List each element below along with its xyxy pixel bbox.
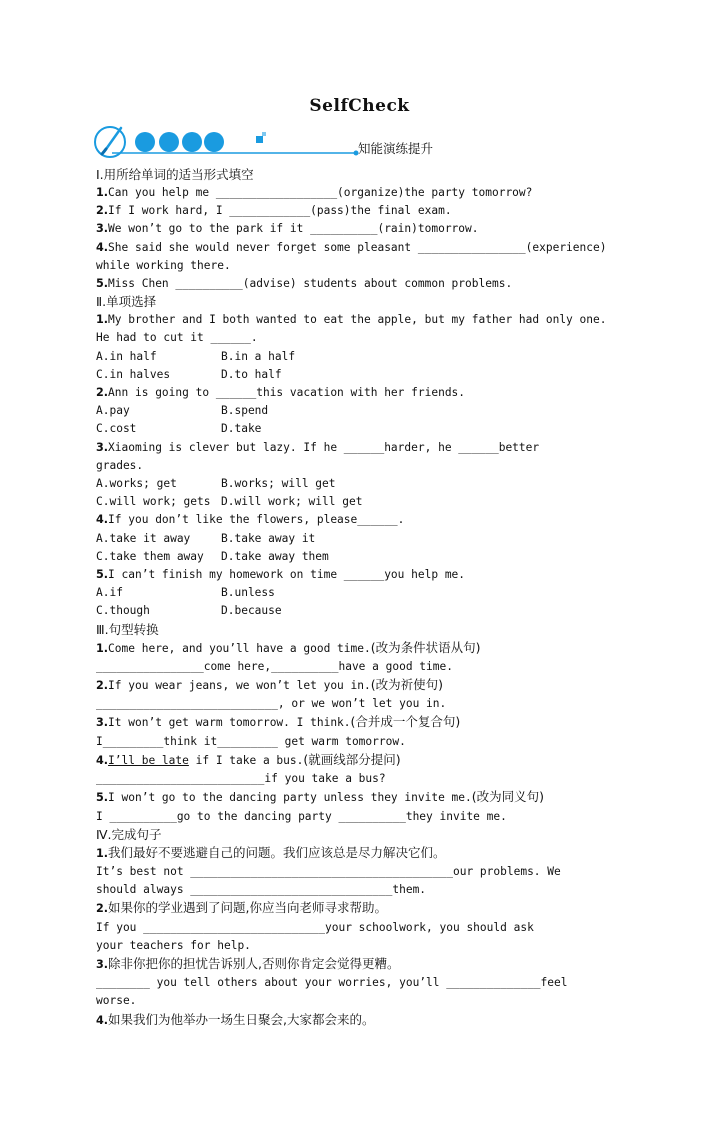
question-3-5: 5.I won’t go to the dancing party unless they invite me.(改为同义句): [96, 789, 545, 805]
answer-line-3-2: ___________________________, or we won’t let you in.: [96, 697, 447, 711]
question-3-1: 1.Come here, and you’ll have a good time.(改为条件状语从句): [96, 639, 481, 655]
answer-line-3-5: I __________go to the dancing party __________they invite me.: [96, 809, 507, 823]
answer-line-4-2b: your teachers for help.: [96, 938, 251, 952]
question-2-1-cont: He had to cut it ______.: [96, 331, 258, 345]
brush-banner-icon: [94, 122, 364, 162]
question-4-1: 1.我们最好不要逃避自己的问题。我们应该总是尽力解决它们。: [96, 844, 446, 860]
options-2-5-cd: C.though D.because: [96, 604, 282, 618]
worksheet-page: [96, 96, 631, 1030]
question-3-2: 2.If you wear jeans, we won’t let you in.(改为祈使句): [96, 677, 443, 693]
worksheet-content: [96, 166, 631, 1030]
question-3-3: 3.It won’t get warm tomorrow. I think.(合并成一个复合句): [96, 714, 461, 730]
options-2-5-ab: A.if B.unless: [96, 586, 275, 600]
options-2-3-ab: A.works; get B.works; will get: [96, 477, 336, 491]
section-heading-2: Ⅱ.单项选择: [96, 294, 157, 310]
section-heading-3: Ⅲ.句型转换: [96, 621, 159, 637]
answer-line-4-3a: ________ you tell others about your worries, you’ll ______________feel: [96, 976, 568, 990]
underlined-phrase: I’ll be late: [108, 753, 189, 767]
options-2-1-cd: C.in halves D.to half: [96, 367, 282, 381]
options-2-4-ab: A.take it away B.take away it: [96, 531, 316, 545]
answer-line-4-1b: should always ______________________________them.: [96, 883, 427, 897]
question-1-3: 3.We won’t go to the park if it __________(rain)tomorrow.: [96, 222, 479, 236]
question-1-4-cont: while working there.: [96, 258, 231, 272]
question-2-2: 2.Ann is going to ______this vacation with her friends.: [96, 386, 466, 400]
question-1-1: 1.Can you help me __________________(organize)the party tomorrow?: [96, 186, 533, 199]
page-title: SelfCheck: [309, 96, 410, 116]
question-4-2: 2.如果你的学业遇到了问题,你应当向老师寻求帮助。: [96, 900, 388, 916]
answer-line-4-3b: worse.: [96, 994, 137, 1008]
question-4-4: 4.如果我们为他举办一场生日聚会,大家都会来的。: [96, 1011, 375, 1027]
question-2-4: 4.If you don’t like the flowers, please______.: [96, 513, 405, 527]
answer-line-4-2a: If you ___________________________your schoolwork, you should ask: [96, 920, 534, 934]
banner-label: 知能演练提升: [358, 141, 434, 156]
question-1-2: 2.If I work hard, I ____________(pass)the final exam.: [96, 204, 452, 218]
section-banner: [96, 122, 631, 162]
question-1-4: 4.She said she would never forget some pleasant ________________(experience): [96, 240, 607, 254]
options-2-3-cd: C.will work; gets D.will work; will get: [96, 495, 363, 509]
answer-line-4-1a: It’s best not _______________________________________our problems. We: [96, 864, 561, 878]
options-2-2-ab: A.pay B.spend: [96, 404, 269, 418]
options-2-2-cd: C.cost D.take: [96, 422, 262, 436]
section-heading-1: Ⅰ.用所给单词的适当形式填空: [96, 167, 254, 182]
question-3-4: 4.I’ll be late if I take a bus.(就画线部分提问): [96, 751, 401, 767]
question-1-5: 5.Miss Chen __________(advise) students about common problems.: [96, 277, 513, 291]
section-heading-4: Ⅳ.完成句子: [96, 826, 162, 842]
answer-line-3-3: I_________think it_________ get warm tomorrow.: [96, 734, 406, 748]
options-2-1-ab: A.in half B.in a half: [96, 349, 296, 363]
question-2-1: 1.My brother and I both wanted to eat the apple, but my father had only one.: [96, 313, 607, 327]
question-4-3: 3.除非你把你的担忧告诉别人,否则你肯定会觉得更糟。: [96, 955, 400, 971]
question-2-3-cont: grades.: [96, 458, 144, 472]
question-2-5: 5.I can’t finish my homework on time ______you help me.: [96, 568, 466, 582]
options-2-4-cd: C.take them away D.take away them: [96, 549, 329, 563]
question-2-3: 3.Xiaoming is clever but lazy. If he ______harder, he ______better: [96, 440, 540, 454]
answer-line-3-1: ________________come here,__________have a good time.: [96, 659, 453, 673]
answer-line-3-4: _________________________if you take a bus?: [96, 772, 386, 786]
